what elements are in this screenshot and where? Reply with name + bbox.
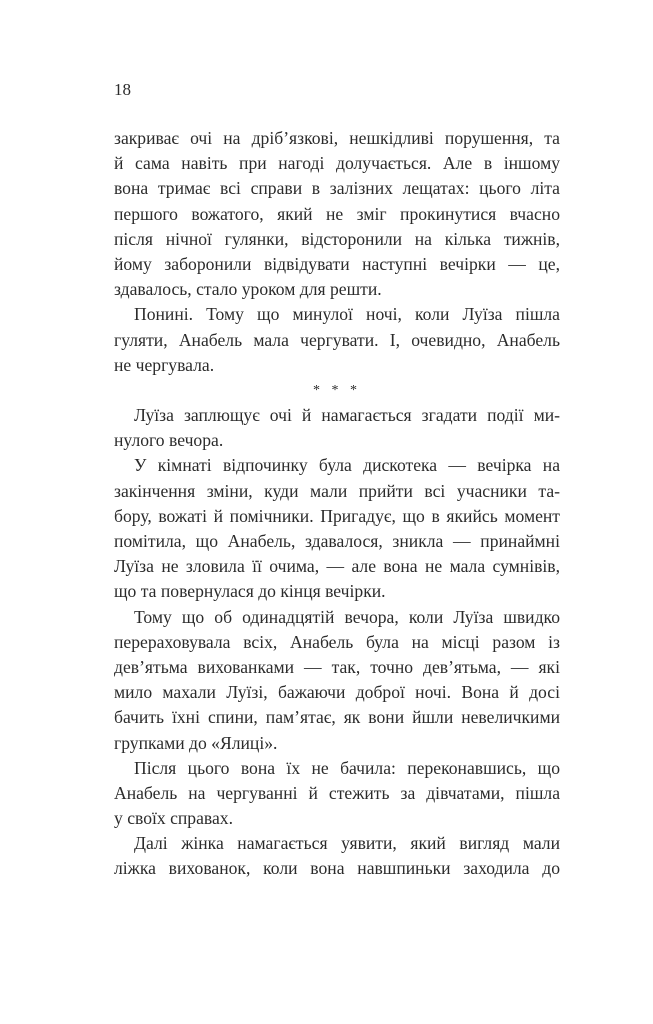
text-line: здавалось, стало уроком для решти.	[114, 279, 382, 300]
text-line: й сама навіть при нагоді долучається. Але в іншому	[114, 153, 560, 174]
text-line: Луїза заплющує очі й намагається згадати події ми-	[134, 405, 560, 426]
text-line: бачить їхні спини, пам’ятає, як вони йшли невеличкими	[114, 707, 560, 728]
text-line: першого вожатого, який не зміг прокинутися вчасно	[114, 203, 560, 224]
text-line: Тому що об одинадцятій вечора, коли Луїза швидко	[134, 606, 560, 627]
text-line: ліжка вихованок, коли вона навшпиньки заходила до	[114, 858, 560, 879]
section-separator: * * *	[313, 382, 361, 398]
text-line: не чергувала.	[114, 354, 215, 375]
text-line: Після цього вона їх не бачила: переконавшись, що	[134, 757, 560, 778]
text-line: групками до «Ялиці».	[114, 732, 278, 753]
text-line: Понині. Тому що минулої ночі, коли Луїза пішла	[134, 304, 560, 325]
text-line: закінчення зміни, куди мали прийти всі учасники та-	[114, 480, 560, 501]
text-line: У кімнаті відпочинку була дискотека — вечірка на	[134, 455, 560, 476]
text-line: нулого вечора.	[114, 430, 224, 451]
text-line: Луїза не зловила її очима, — але вона не мала сумнівів,	[114, 556, 560, 577]
page-number: 18	[114, 80, 131, 99]
text-line: гуляти, Анабель мала чергувати. І, очевидно, Анабель	[114, 329, 560, 350]
text-line: йому заборонили відвідувати наступні вечірки — це,	[114, 253, 560, 274]
text-line: бору, вожаті й помічники. Пригадує, що в якийсь момент	[114, 505, 560, 526]
text-line: закриває очі на дріб’язкові, нешкідливі порушення, та	[114, 128, 560, 148]
text-line: вона тримає всі справи в залізних лещатах: цього літа	[114, 178, 560, 199]
body-text	[114, 126, 560, 882]
text-line: перераховувала всіх, Анабель була на місці разом із	[114, 631, 560, 652]
text-line: Анабель на чергуванні й стежить за дівчатами, пішла	[114, 782, 560, 803]
text-line: Далі жінка намагається уявити, який вигляд мали	[134, 833, 560, 854]
text-line: мило махали Луїзі, бажаючи доброї ночі. Вона й досі	[114, 682, 560, 703]
text-line: дев’ятьма вихованками — так, точно дев’ятьма, — які	[114, 656, 560, 677]
text-line: після нічної гулянки, відсторонили на кілька тижнів,	[114, 228, 560, 249]
text-line: що та повернулася до кінця вечірки.	[114, 581, 386, 602]
text-line: у своїх справах.	[114, 808, 233, 829]
text-line: помітила, що Анабель, здавалося, зникла — принаймні	[114, 531, 560, 551]
